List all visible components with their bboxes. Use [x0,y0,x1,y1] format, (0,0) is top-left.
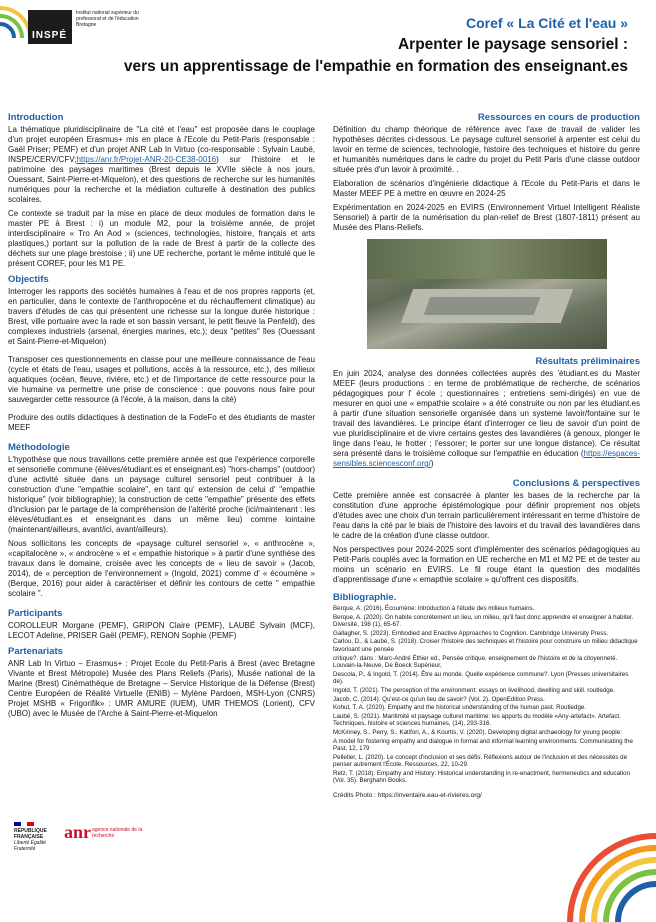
anr-project-link[interactable]: https://anr.fr/Projet-ANR-20-CE38-0016 [76,155,217,164]
introduction-paragraph-1: La thématique pluridisciplinaire de "La cité et l'eau" est proposée dans le couplage d'un projet européen Erasmus+ mis en place à l'Ecole du Petit-Paris (responsable : Gaël Priser; PEMF) et d'un projet ANR Lab In Virtuo (co-responsable : Sylvain Laubé, INSPE/CERV/CFV;https://anr.fr/Projet-ANR-20-CE38-0016) sur l'histoire et le patrimoine des paysages maritimes (Brest depuis le XVIIe siècle à nos jours, Ouessant, Saint-Pierre-et-Miquelon), et des questions de recherche sur les humanités numériques pour la recherche et la médiation culturelle à destination des publics scolaires. [8,125,315,204]
ressources-paragraph-1: Définition du champ théorique de référence avec l'axe de travail de valider les hypothèses décrites ci-dessous. Le paysage culturel sensoriel à arpenter est celui du lavoir en terme de sciences, technologie, histoire des techniques et histoire du genre et humanités numériques dans le cadre du projet du Petit Paris d'une classe outdoor située près d'un lavoir à proximité. . [333,125,640,174]
bibliography-item: Carlou, D., & Laubé, S. (2018). Croiser l'histoire des techniques et l'histoire pour construire un milieu didactique favorisant une pensée [333,638,638,653]
bibliography-item: Ingold, T. (2021). The perception of the environment: essays on livelihood, dwelling and skill. routledge. [333,686,615,694]
left-column [8,113,315,723]
right-column [333,113,640,805]
objectifs-heading: Objectifs [8,274,49,285]
ressources-paragraph-2: Elaboration de scénarios d'ingénierie didactique à l'Ecole du Petit-Paris et dans le Master MEEF PE à mettre en œuvre en 2024-25 [333,179,640,198]
bibliography-item: Gallagher, S. (2023). Embodied and Enactive Approaches to Cognition. Cambridge University Press. [333,629,609,637]
ressources-heading: Ressources en cours de production [477,112,640,123]
republique-francaise-logo: RÉPUBLIQUE FRANÇAISE Liberté Égalité Fraternité [14,822,48,852]
colloque-link[interactable]: https://espaces-sensibles.sciencesconf.org/ [333,449,640,468]
bibliography-item: Berque, A. (2016). Écoumène: introduction à l'étude des milieux humains. [333,605,535,612]
bibliography-item: Pelletier, L. (2020). Le concept d'inclusion et ses défis. Réflexions autour de l'inclusion et des nécessités de penser autrement l'École. Ressources, 22, 10-29. [333,753,628,769]
introduction-paragraph-2: Ce contexte se traduit par la mise en place de deux modules de formation dans le master PE à Brest : i) un module M2, pour la troisième année, de projet interdisciplinaire « Tro An Aod » (sciences, technologies, histoire, français et arts plastiques,) portant sur la pollution de la rade de Brest à partir de la collecte des déchets sur une plage brestoise ; ii) une UE recherche, portant le même intitulé que le présent COREF, pour les M1 PE. [8,209,315,268]
bibliographie-heading: Bibliographie. [333,592,397,603]
bibliography-item: Jacob, C. (2014). Qu'est-ce qu'un lieu de savoir? (Vol. 2). OpenEdition Press. [333,695,545,703]
resultats-heading: Résultats préliminaires [535,356,640,367]
bibliography-item: McKinney, S., Perry, S., Katifori, A., & Kourtis, V. (2020). Developing digital archaeology for young people: [333,728,622,736]
objectifs-paragraph-1: Interroger les rapports des sociétés humaines à l'eau et de nos propres rapports (et, en particulier, dans le contexte de l'anthropocène et du réchauffement climatique) au travers d'études de cas qui présentent une richesse sur la longue durée historique : Brest, ville portuaire avec la rade et son bassin versant, le petit fleuve la Penfeld), des complexes industriels (arsenal, énergies marines, etc.); deux "petites" îles (Ouessant et Saint-Pierre-et-Miquelon) [8,287,315,346]
anr-logo-subtitle: agence nationale de la recherche [92,827,143,839]
bibliography-list [333,605,640,785]
bibliography-item: Laubé, S. (2021). Maritimité et paysage culturel maritime: les apports du modèle «Any-artefact». Artefact. Techniques, histoire et sciences humaines, (14), 293-316. [333,712,621,728]
participants-heading: Participants [8,608,63,619]
conclusions-heading: Conclusions & perspectives [512,478,640,489]
bibliography-item: A model for fostering empathy and dialogue in formal and informal learning environments. Communicating the Past, 12, 179 [333,737,633,753]
bibliography-item: critique?. dans : Marc-André Éthier ed., Pensée critique, enseignement de l'histoire et de la citoyenneté. Louvain-la-Neuve, De Boeck Supérieur, [333,654,618,670]
conclusions-paragraph-1: Cette première année est consacrée à planter les bases de la recherche par la constitution d'une approche épistémologique pour définir proprement nos objets d'études avec une choix d'un terrain particulièrement intéressant en terme d'histoire de l'eau dans la cité par le biais de l'histoire des lavoirs et du travail des lavandières dans le cadre de la création d'une classe outdoor. [333,491,640,540]
bibliography-item: Descola, P., & Ingold, T. (2014). Être au monde. Quelle expérience commune?. Lyon (Presses universitaires de). [333,670,629,686]
inspe-logo-subtitle: Institut national supérieur du professorat et de l'éducation Bretagne [76,10,139,28]
poster-subtitle-line2: vers un apprentissage de l'empathie en formation des enseignant.es [123,58,628,75]
photo-credits: Crédits Photo : https://inventaire.eau-et-rivieres.org/ [333,792,482,800]
resultats-paragraph: En juin 2024, analyse des données collectées auprès des 'étudiant.es du Master MEEF (leurs productions : en terme de problématique de recherche, de scénarios pédagogiques pour l' école ; questionnaires ; entretiens semi-dirigés) en vue de mesurer en quoi une « empathie scolaire » a été construite ou non par les étudiant.es à partir d'une situation sensorielle organisée dans un systeme lavoir/fontaine sur le travail des lavandières. Le principe étant d'interroger ce lieu de savoir d'un point de vue pluridisciplinaire et de vivre certains gestes des lavandières (à genoux, plonger le linge dans l'eau, le frotter ; l'essorer; le porter sur une longue distance). Ce résultat sera présenté dans le troisième colloque sur l'empathie en éducation (https://espaces-sensibles.sciencesconf.org/) [333,369,640,468]
conclusions-paragraph-2: Nos perspectives pour 2024-2025 sont d'implémenter des scénarios pédagogiques au Petit-Paris couplés avec la formation en UE recherche en M1 et M2 PE et de tester au moins un scénario en EVIRS. Le fil rouge étant la question des modalités d'apprentissage d'une « emapthie scolaire » qu'offrent ces dispositifs. [333,545,640,584]
inspe-logo-text: INSPÉ [32,30,68,41]
objectifs-paragraph-3: Produire des outils didactiques à destination de la FodeFo et des étudiants de master MEEF [8,413,315,432]
poster-subtitle-line1: Arpenter le paysage sensoriel : [397,36,628,53]
bibliography-item: Kohut, T. A. (2020). Empathy and the historical understanding of the human past. Routledge. [333,704,587,712]
decorative-arcs-bottom-right [560,826,656,922]
partenariats-text: ANR Lab In Virtuo – Erasmus+ : Projet Ecole du Petit-Paris à Brest (avec Bretagne Vivante et Brest Métropole) Musée des Plans Reliefs (Paris), Musée national de la Marine (Brest) Cinémathèque de Bretagne – Service Historique de la Défense (Brest) Centre Européen de Réalité Virtuelle (ENIB) – Mylène Pardoen, MSH-Lyon (CNRS) Projet MSHB « Frigorifik» : UMR AMURE (IUEM), UMR THEMOS (Lorient), CFV (UBO) avec le Musée de l'Arche à Saint-Pierre-et-Miquelon [8,659,315,718]
ressources-paragraph-3: Expérimentation en 2024-2025 en EVIRS (Environnement Virtuel Intelligent Réaliste Sensoriel) à partir de la numérisation du plan-relief de Brest (1807-1811) présent au Musée des Plans-Reliefs. [333,203,640,232]
methodologie-paragraph-2: Nous sollicitons les concepts de «paysage culturel sensoriel », « anthrocène », «capitalocène », « androcène » et « empathie historique » à partir d'une synthèse des travaux dans le domaine, croisée avec les concepts de « lieu de savoir » (Jacob, 2014), de « perception de l'environnement » (Ingold, 2021) comme d' « écoumène » (Berque, 2016) pour aider à caractériser et définir les contours de cette " empathie scolaire ". [8,539,315,598]
partenariats-heading: Partenariats [8,646,63,657]
anr-logo: anr [64,822,91,842]
inspe-logo [28,10,72,44]
lavoir-photo [367,239,607,349]
objectifs-paragraph-2: Transposer ces questionnements en classe pour une meilleure connaissance de l'eau (cycle et états de l'eau, usages et pollutions, accès à la ressource, etc.), des milieux aquatiques (océan, fleuve, rivière, etc.) et de l'importance de cette ressource pour la vie humaine va permettre une prise de conscience : que pouvons nous faire pour sauvegarder cette ressource (à l'école, à la maison, dans la cité) [8,355,315,404]
methodologie-paragraph-1: L'hypothèse que nous travaillons cette première année est que l'expérience corporelle et sensorielle commune (élèves/étudiant.es et enseignant.es) "hors-champs" (outdoor) d'une activité située dans un paysage culturel sensoriel peut contribuer à la construction d'une "empathie scolaire", en tant qu' extension de celui d' "empathie historique" (voir bibliographie); la construction de cette "empathie" présente des effets d'inclusion par le partage de la compréhension de l'altérité proche (ici/maintenant : les élèves/étudiant.es et enseignant.es dans un même lieu) comme lointaine (maintenant/ailleurs, avant/ici, avant/ailleurs). [8,455,315,534]
poster-title: Coref « La Cité et l'eau » [465,15,628,31]
methodologie-heading: Méthodologie [8,442,70,453]
participants-text: COROLLEUR Morgane (PEMF), GRIPON Claire (PEMF), LAUBÉ Sylvain (MCF), LECOT Adeline, PRISER Gaël (PEMF), RENON Sophie (PEMF) [8,621,315,640]
bibliography-item: Retz, T. (2018). Empathy and History: Historical understanding in re-enactment, hermeneutics and education (Vol. 35). Berghahn Books. [333,769,631,785]
introduction-heading: Introduction [8,112,64,123]
bibliography-item: Berque, A. (2020). On habite concrètement un lieu, un milieu, qu'il faut donc apprendre et enseigner à habiter. Diversité, 198 (1), 65-67. [333,613,634,629]
